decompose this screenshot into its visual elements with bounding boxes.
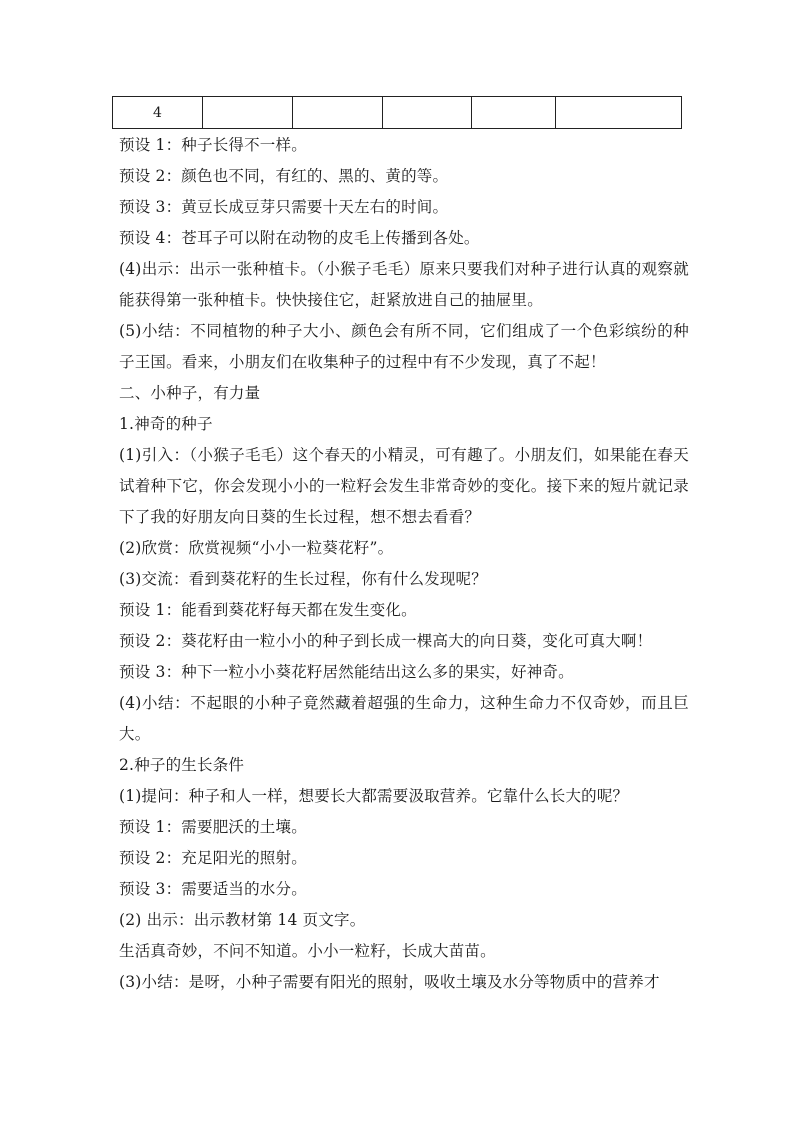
section-heading: 二、小种子，有力量 (119, 384, 261, 402)
paragraph: 预设 2：充足阳光的照射。 (119, 849, 307, 867)
lesson-text (119, 130, 689, 998)
paragraph: (4)出示：出示一张种植卡。（小猴子毛毛）原来只要我们对种子进行认真的观察就能获得第一张种植卡。快快接住它，赶紧放进自己的抽屉里。 (119, 260, 689, 309)
table-cell (383, 97, 472, 129)
table-cell (472, 97, 556, 129)
paragraph: 生活真奇妙，不问不知道。小小一粒籽，长成大苗苗。 (119, 942, 496, 960)
table-cell: 4 (113, 97, 203, 129)
paragraph: 预设 3：需要适当的水分。 (119, 880, 307, 898)
paragraph: (1)引入：（小猴子毛毛）这个春天的小精灵，可有趣了。小朋友们，如果能在春天试着种下它，你会发现小小的一粒籽会发生非常奇妙的变化。接下来的短片就记录下了我的好朋友向日葵的生长过程，想不想去看看？ (119, 446, 689, 526)
paragraph: (3)交流：看到葵花籽的生长过程，你有什么发现呢？ (119, 570, 487, 588)
table-cell (293, 97, 383, 129)
paragraph: (5)小结：不同植物的种子大小、颜色会有所不同，它们组成了一个色彩缤纷的种子王国。看来，小朋友们在收集种子的过程中有不少发现，真了不起！ (119, 322, 689, 371)
table-row (113, 97, 682, 129)
record-table (112, 96, 682, 129)
paragraph: 预设 2：颜色也不同，有红的、黑的、黄的等。 (119, 167, 449, 185)
paragraph: 预设 3：黄豆长成豆芽只需要十天左右的时间。 (119, 198, 449, 216)
paragraph: (2) 出示：出示教材第 14 页文字。 (119, 911, 366, 929)
paragraph: 预设 4：苍耳子可以附在动物的皮毛上传播到各处。 (119, 229, 480, 247)
table-cell (556, 97, 682, 129)
paragraph: (3)小结：是呀，小种子需要有阳光的照射，吸收土壤及水分等物质中的营养才 (119, 973, 660, 991)
subsection-heading: 1.神奇的种子 (119, 415, 213, 433)
paragraph: 预设 1：种子长得不一样。 (119, 136, 307, 154)
paragraph: 预设 2：葵花籽由一粒小小的种子到长成一棵高大的向日葵，变化可真大啊！ (119, 632, 653, 650)
paragraph: 预设 1：需要肥沃的土壤。 (119, 818, 307, 836)
paragraph: (1)提问：种子和人一样，想要长大都需要汲取营养。它靠什么长大的呢？ (119, 787, 629, 805)
paragraph: 预设 3：种下一粒小小葵花籽居然能结出这么多的果实，好神奇。 (119, 663, 574, 681)
paragraph: (4)小结：不起眼的小种子竟然藏着超强的生命力，这种生命力不仅奇妙，而且巨大。 (119, 694, 689, 743)
paragraph: (2)欣赏：欣赏视频“小小一粒葵花籽”。 (119, 539, 394, 557)
subsection-heading: 2.种子的生长条件 (119, 756, 245, 774)
table-cell (203, 97, 293, 129)
paragraph: 预设 1：能看到葵花籽每天都在发生变化。 (119, 601, 417, 619)
